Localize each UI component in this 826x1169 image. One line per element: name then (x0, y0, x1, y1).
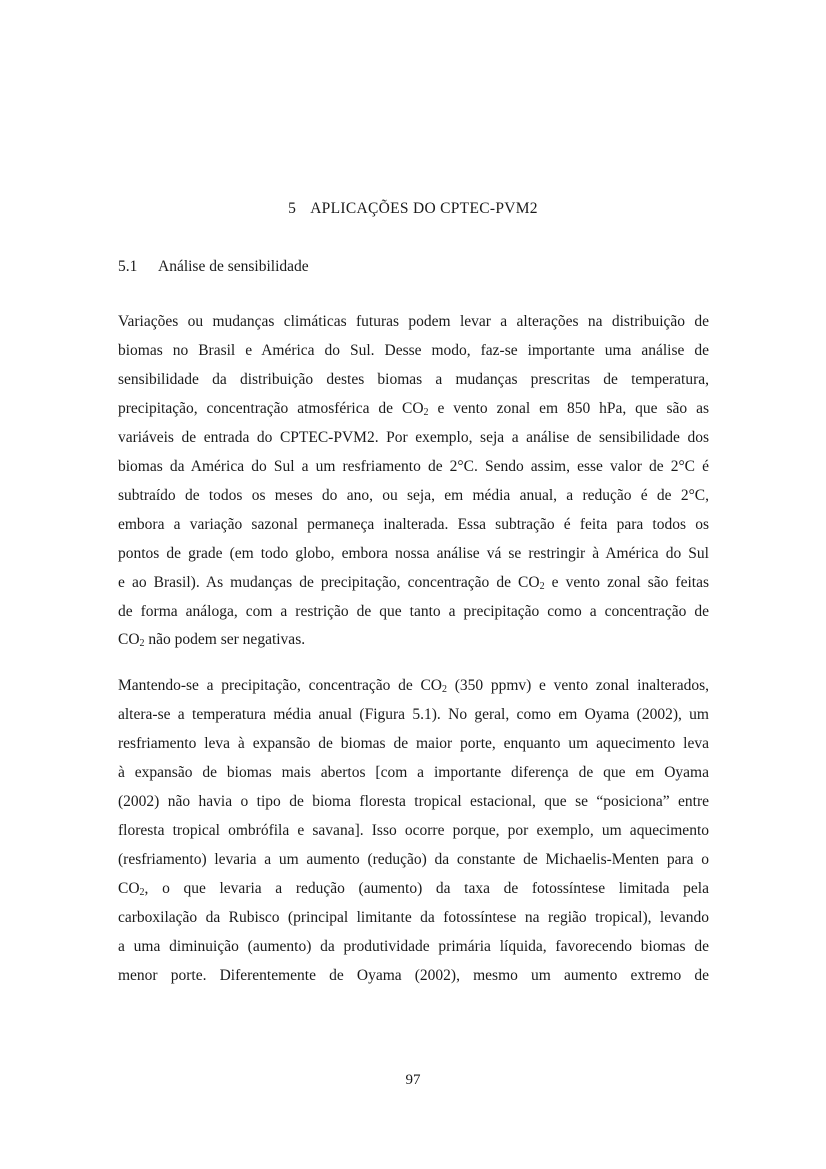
paragraph-1 (118, 308, 709, 655)
page-number: 97 (405, 1072, 421, 1088)
text-line: sensibilidade da distribuição destes biomas a mudanças prescritas de temperatura, (118, 370, 709, 388)
text-line: biomas no Brasil e América do Sul. Desse modo, faz-se importante uma análise de (118, 341, 709, 359)
paragraph-2 (118, 672, 709, 990)
section-title: Análise de sensibilidade (158, 258, 309, 275)
text-line: menor porte. Diferentemente de Oyama (2002), mesmo um aumento extremo de (118, 966, 709, 984)
text-line: à expansão de biomas mais abertos [com a importante diferença de que em Oyama (118, 764, 709, 782)
text-line: carboxilação da Rubisco (principal limitante da fotossíntese na região tropical), levando (118, 909, 709, 927)
text-line: (2002) não havia o tipo de bioma floresta tropical estacional, que se “posiciona” entre (118, 793, 709, 811)
text-line: biomas da América do Sul a um resfriamento de 2°C. Sendo assim, esse valor de 2°C é (118, 457, 709, 475)
text-line: (resfriamento) levaria a um aumento (redução) da constante de Michaelis-Menten para o (118, 851, 709, 869)
chapter-title: APLICAÇÕES DO CPTEC-PVM2 (310, 200, 538, 217)
text-line: subtraído de todos os meses do ano, ou seja, em média anual, a redução é de 2°C, (118, 486, 709, 504)
text-line: e ao Brasil). As mudanças de precipitação, concentração de $CO_2$ e vento zonal são feitas (118, 573, 709, 592)
text-line: Variações ou mudanças climáticas futuras podem levar a alterações na distribuição de (118, 313, 709, 330)
text-line: a uma diminuição (aumento) da produtividade primária líquida, favorecendo biomas de (118, 938, 709, 956)
text-line: variáveis de entrada do CPTEC-PVM2. Por exemplo, seja a análise de sensibilidade dos (118, 428, 709, 446)
text-line: floresta tropical ombrófila e savana]. Isso ocorre porque, por exemplo, um aquecimento (118, 822, 709, 840)
text-line: altera-se a temperatura média anual (Figura 5.1). No geral, como em Oyama (2002), um (118, 706, 709, 724)
text-line: $CO_2$ não podem ser negativas. (118, 631, 306, 650)
chapter-heading (118, 200, 708, 218)
text-line: precipitação, concentração atmosférica de $CO_2$ e vento zonal em 850 hPa, que são as (118, 399, 709, 418)
text-line: Mantendo-se a precipitação, concentração de $CO_2$ (350 ppmv) e vento zonal inalterados, (118, 677, 710, 696)
chapter-number: 5 (288, 200, 297, 217)
body-text (118, 308, 709, 1008)
text-line: de forma análoga, com a restrição de que tanto a precipitação como a concentração de (118, 602, 709, 620)
text-line: pontos de grade (em todo globo, embora nossa análise vá se restringir à América do Sul (118, 544, 709, 562)
section-number: 5.1 (118, 258, 138, 275)
text-line: $CO_2$, o que levaria a redução (aumento) da taxa de fotossíntese limitada pela (118, 880, 709, 899)
text-line: resfriamento leva à expansão de biomas de maior porte, enquanto um aquecimento leva (118, 735, 709, 753)
text-line: embora a variação sazonal permaneça inalterada. Essa subtração é feita para todos os (118, 515, 709, 533)
section-heading (118, 258, 309, 276)
